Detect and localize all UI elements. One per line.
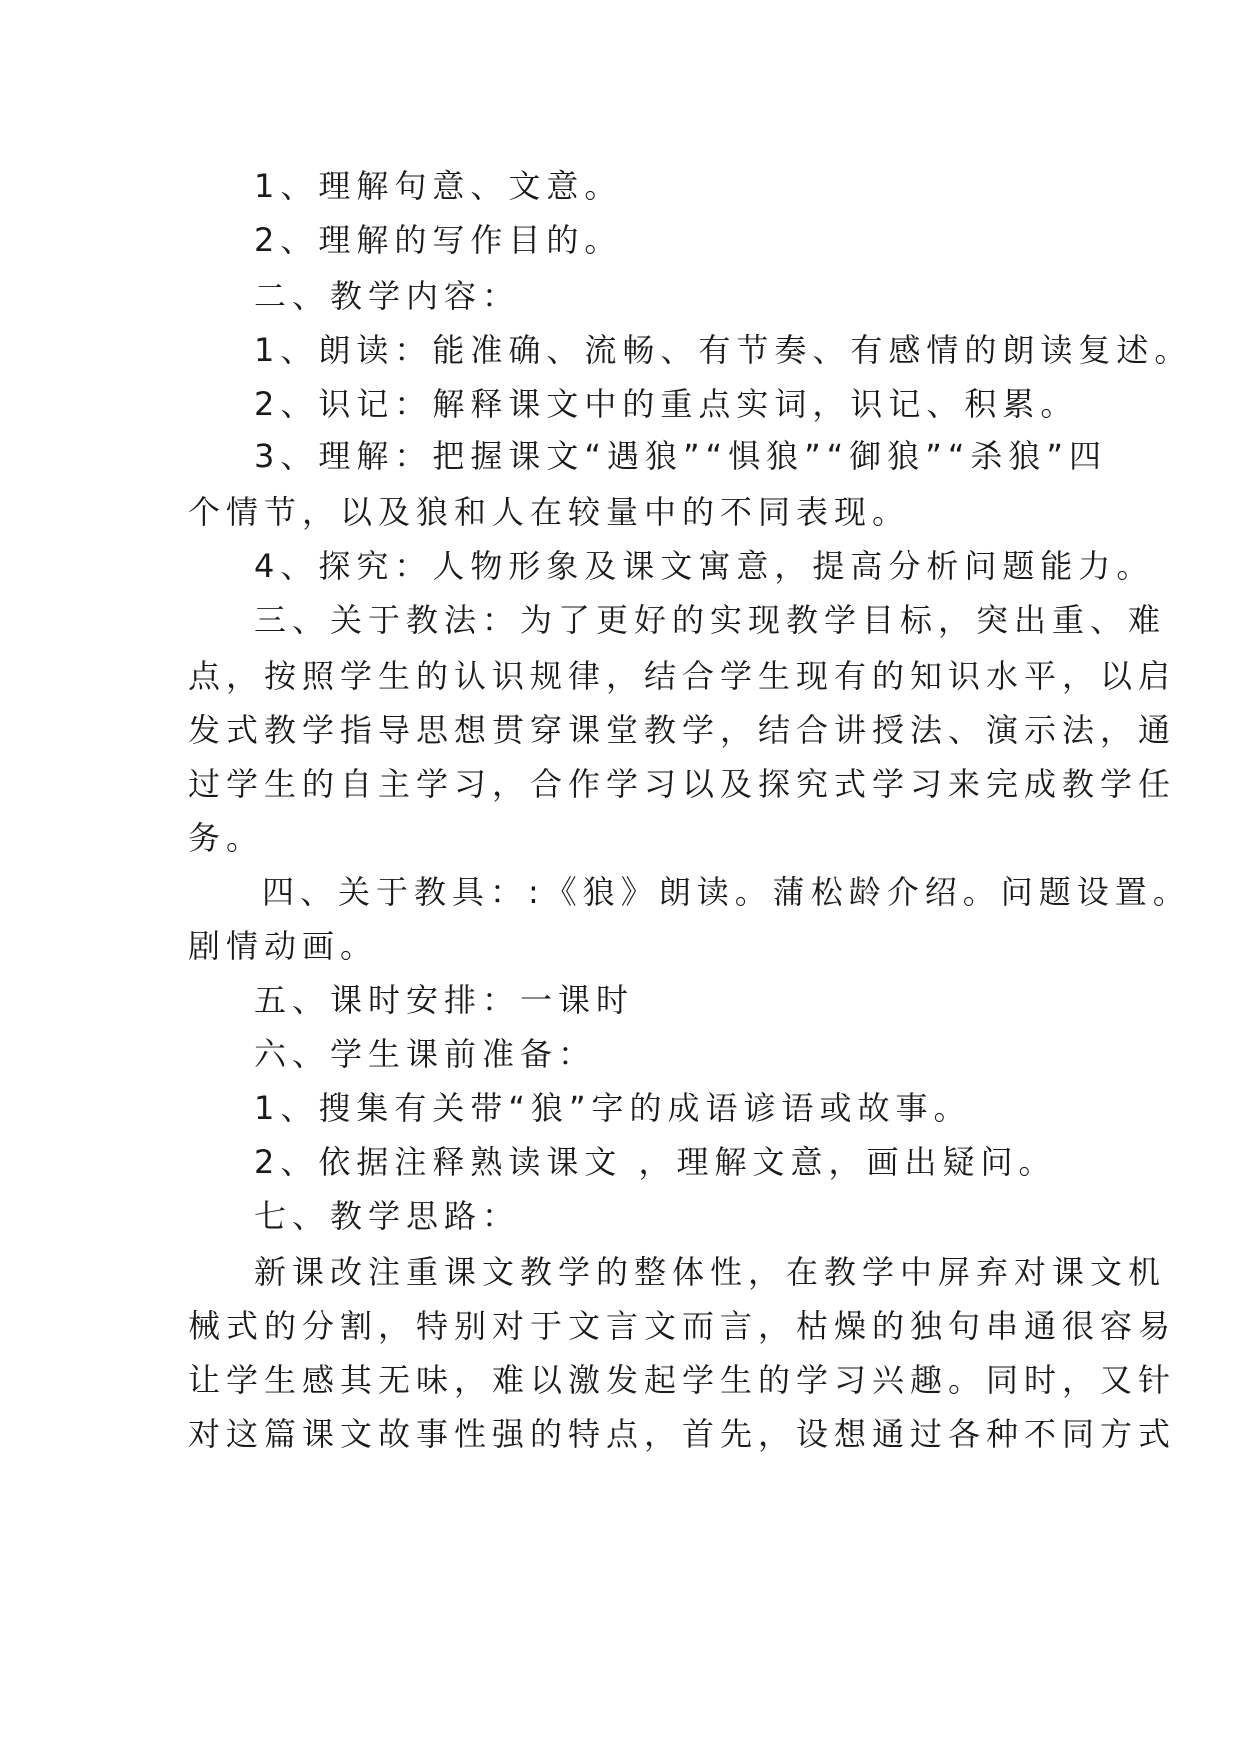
section-heading: 三、关于教法：为了更好的实现教学目标，突出重、难: [254, 601, 1167, 639]
text-line: 1、朗读：能准确、流畅、有节奏、有感情的朗读复述。: [254, 331, 1193, 369]
text-line: 2、识记：解释课文中的重点实词，识记、积累。: [254, 385, 1079, 423]
text-line: 1、搜集有关带“狼”字的成语谚语或故事。: [254, 1089, 972, 1127]
text-line: 2、依据注释熟读课文 ，理解文意，画出疑问。: [254, 1143, 1057, 1181]
text-line: 1、理解句意、文意。: [254, 167, 623, 205]
text-line: 械式的分割，特别对于文言文而言，枯燥的独句串通很容易: [188, 1307, 1177, 1345]
section-heading: 二、教学内容：: [254, 277, 521, 315]
text-line: 新课改注重课文教学的整体性，在教学中屏弃对课文机: [254, 1253, 1167, 1291]
text-line: 过学生的自主学习，合作学习以及探究式学习来完成教学任: [188, 765, 1177, 803]
text-line: 务。: [188, 819, 265, 857]
text-line: 个情节，以及狼和人在较量中的不同表现。: [188, 493, 911, 531]
text-line: 点，按照学生的认识规律，结合学生现有的知识水平，以启: [188, 657, 1177, 695]
text-line: 4、探究：人物形象及课文寓意，提高分析问题能力。: [254, 547, 1155, 585]
text-line: 对这篇课文故事性强的特点，首先，设想通过各种不同方式: [188, 1415, 1177, 1453]
text-line: 让学生感其无味，难以激发起学生的学习兴趣。同时，又针: [188, 1361, 1177, 1399]
text-line: 剧情动画。: [188, 927, 379, 965]
text-line: 3、理解：把握课文“遇狼”“惧狼”“御狼”“杀狼”四: [254, 437, 1107, 475]
section-heading: 六、学生课前准备：: [254, 1035, 597, 1073]
section-heading: 四、关于教具：:《狼》朗读。蒲松龄介绍。问题设置。: [262, 873, 1191, 911]
section-heading: 七、教学思路：: [254, 1197, 521, 1235]
text-line: 2、理解的写作目的。: [254, 221, 623, 259]
text-line: 发式教学指导思想贯穿课堂教学，结合讲授法、演示法，通: [188, 711, 1177, 749]
section-heading: 五、课时安排：一课时: [254, 981, 635, 1019]
